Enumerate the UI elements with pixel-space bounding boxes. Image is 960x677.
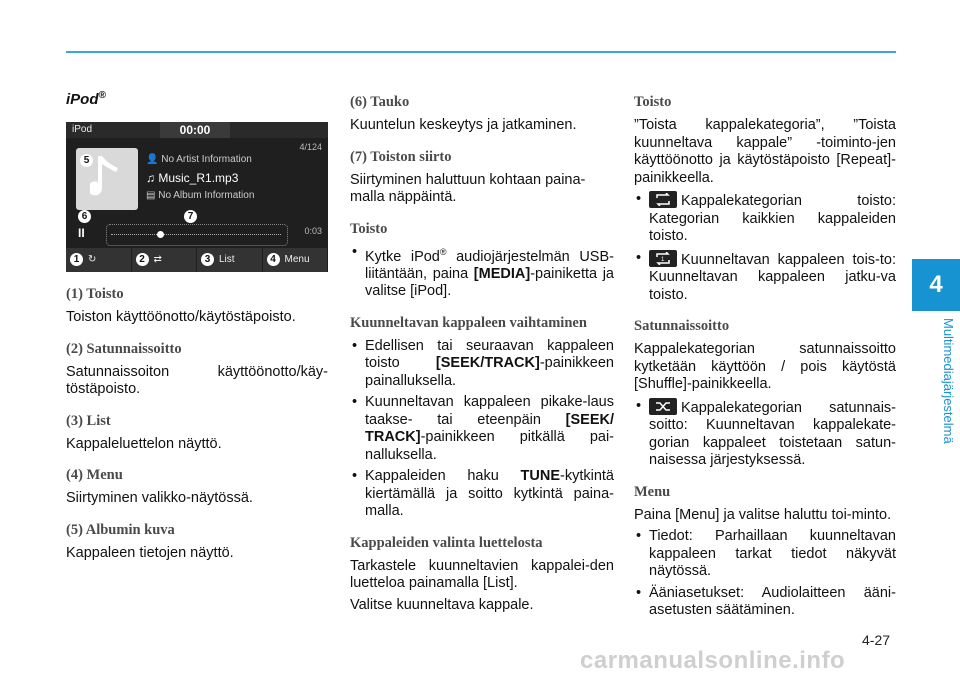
elapsed-time: 0:03: [304, 226, 322, 236]
lista-text-2: Valitse kuunneltava kappale.: [350, 596, 534, 613]
ipod-heading: iPod®: [66, 90, 106, 108]
lista-heading: Kappaleiden valinta luettelosta: [350, 534, 543, 551]
toisto-heading: Toisto: [350, 220, 388, 237]
repeat-button[interactable]: 1 ↻: [66, 248, 132, 272]
toisto-text: ”Toista kappalekategoria”, ”Toista kuunneltava kappale” -toiminto-jen käyttöönotto ja käytöstäpoisto [Repeat]-painikkeella.: [634, 117, 896, 186]
list-item: • Kappaleiden haku TUNE-kytkintä kiertämällä ja soitto kytkintä paina-malla.: [350, 468, 614, 521]
section-2: (2) Satunnaissoitto Satunnaissoiton käyttöönotto/käy-töstäpoisto.: [66, 340, 328, 397]
satunnais-options: [634, 398, 896, 470]
button-bar: [66, 248, 328, 272]
progress-handle[interactable]: [157, 231, 164, 238]
vaihto-list: [350, 338, 614, 521]
svg-text:1: • 1: [661, 256, 665, 263]
pause-icon[interactable]: II: [78, 226, 85, 240]
section-6-heading: (6) Tauko: [350, 94, 410, 110]
vaihto-heading: Kuunneltavan kappaleen vaihtaminen: [350, 314, 587, 331]
badge-7: 7: [184, 210, 197, 223]
artist-info: 👤 No Artist Information: [146, 154, 252, 165]
repeat-category-icon: [649, 191, 677, 208]
header-rule: [66, 51, 896, 53]
shuffle-button[interactable]: 2 ⇄: [132, 248, 198, 272]
song-info: ♫ Music_R1.mp3: [146, 171, 239, 185]
lista-text-1: Tarkastele kuunneltavien kappalei-den luetteloa painamalla [List].: [350, 557, 614, 592]
chapter-tab: 4: [912, 259, 960, 311]
menu-button[interactable]: 4 Menu: [263, 248, 329, 272]
list-button[interactable]: 3 List: [197, 248, 263, 272]
chapter-label: Multimediajärjestelmä: [941, 318, 956, 444]
section-7-text: Siirtyminen haluttuun kohtaan paina-malla näppäintä.: [350, 171, 586, 205]
progress-bar[interactable]: [106, 224, 288, 246]
section-1: (1) Toisto Toiston käyttöönotto/käytöstäpoisto.: [66, 286, 296, 325]
list-item: • 1 Kuunneltavan kappaleen tois-to: Kuunneltavan kappaleen jatku-va toisto.: [634, 250, 896, 305]
badge-5: 5: [80, 154, 93, 167]
column-2: [350, 90, 614, 618]
music-note-icon: [90, 156, 124, 202]
toisto-list: [350, 244, 614, 301]
badge-6: 6: [78, 210, 91, 223]
toisto-heading-2: Toisto: [634, 94, 672, 110]
menu-heading: Menu: [634, 483, 671, 500]
repeat-icon: ↻: [88, 254, 97, 265]
column-1: [66, 90, 328, 566]
page-number: 4-27: [862, 632, 891, 648]
list-item: • Kappalekategorian toisto: Kategorian kaikkien kappaleiden toisto.: [634, 191, 896, 246]
album-info: ▤ No Album Information: [146, 190, 255, 201]
section-5: (5) Albumin kuva Kappaleen tietojen näyttö.: [66, 521, 234, 561]
list-item: • Kappalekategorian satunnais-soitto: Kuunneltavan kappalekate-gorian kappaleet toistetaan satun-naisessa järjestyksessä.: [634, 398, 896, 470]
screen-time: 00:00: [160, 122, 230, 138]
section-3: (3) List Kappaleluettelon näyttö.: [66, 412, 222, 452]
screen-title: iPod: [72, 124, 93, 135]
track-count: 4/124: [299, 142, 322, 152]
list-item: • Kuunneltavan kappaleen pikake-laus taakse- tai eteenpäin [SEEK/ TRACK]-painikkeen pitkällä pai-nalluksella.: [350, 394, 614, 464]
list-item: • Ääniasetukset: Audiolaitteen ääni-asetusten säätäminen.: [634, 585, 896, 620]
section-7-heading: (7) Toiston siirto: [350, 148, 452, 165]
list-item: • Edellisen tai seuraavan kappaleen toisto [SEEK/TRACK]-painikkeen painalluksella.: [350, 338, 614, 391]
ipod-screen-illustration: [66, 122, 328, 272]
repeat-one-icon: [649, 250, 677, 267]
list-item: • Tiedot: Parhaillaan kuunneltavan kappaleen tarkat tiedot näkyvät näytössä.: [634, 528, 896, 581]
section-6-text: Kuuntelun keskeytys ja jatkaminen.: [350, 117, 577, 133]
list-item: • Kytke iPod® audiojärjestelmän USB-liitäntään, paina [MEDIA]-painiketta ja valitse [iPod].: [350, 244, 614, 301]
shuffle-icon: ⇄: [153, 254, 162, 265]
toisto-options: [634, 191, 896, 304]
menu-text: Paina [Menu] ja valitse haluttu toi-minto.: [634, 506, 892, 523]
shuffle-category-icon: [649, 398, 677, 415]
satunnais-text: Kappalekategorian satunnaissoitto kytketään käyttöön / pois käytöstä [Shuffle]-painikkeella.: [634, 341, 896, 392]
watermark: carmanualsonline.info: [580, 647, 846, 674]
satunnais-heading: Satunnaissoitto: [634, 318, 730, 334]
menu-options: [634, 528, 896, 620]
column-3: [634, 90, 896, 624]
section-4: (4) Menu Siirtyminen valikko-näytössä.: [66, 467, 253, 506]
